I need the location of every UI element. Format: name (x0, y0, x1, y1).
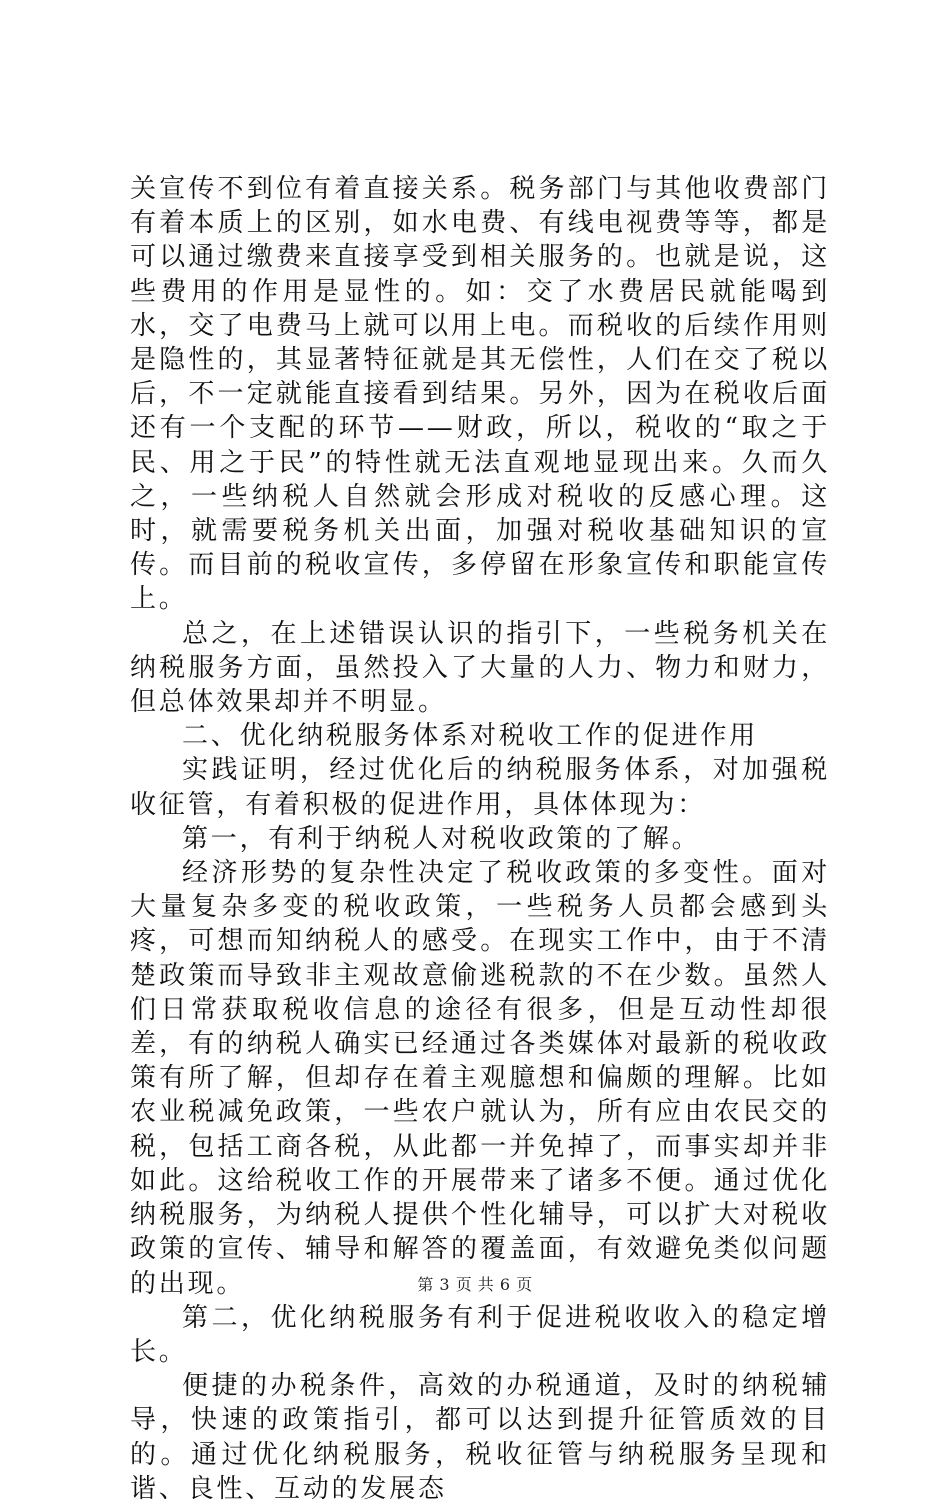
paragraph-3: 实践证明，经过优化后的纳税服务体系，对加强税收征管，有着积极的促进作用，具体体现为： (130, 755, 830, 820)
section-heading: 二、优化纳税服务体系对税收工作的促进作用 (182, 721, 759, 752)
page-footer: 第 3 页 共 6 页 (417, 1275, 533, 1294)
subheading-2: 第二，优化纳税服务有利于促进税收收入的稳定增长。 (130, 1302, 830, 1367)
paragraph-4: 经济形势的复杂性决定了税收政策的多变性。面对大量复杂多变的税收政策，一些税务人员都会感到头疼，可想而知纳税人的感受。在现实工作中，由于不清楚政策而导致非主观故意偷逃税款的不在少数。虽然人们日常获取税收信息的途径有很多，但是互动性却很差，有的纳税人确实已经通过各类媒体对最新的税收政策有所了解，但却存在着主观臆想和偏颇的理解。比如农业税减免政策，一些农户就认为，所有应由农民交的税，包括工商各税，从此都一并免掉了，而事实却并非如此。这给税收工作的开展带来了诸多不便。通过优化纳税服务，为纳税人提供个性化辅导，可以扩大对税收政策的宣传、辅导和解答的覆盖面，有效避免类似问题的出现。 (130, 858, 830, 1299)
paragraph-5: 便捷的办税条件，高效的办税通道，及时的纳税辅导，快速的政策指引，都可以达到提升征管质效的目的。通过优化纳税服务，税收征管与纳税服务呈现和谐、良性、互动的发展态 (130, 1371, 830, 1504)
paragraph-1: 关宣传不到位有着直接关系。税务部门与其他收费部门有着本质上的区别，如水电费、有线电视费等等，都是可以通过缴费来直接享受到相关服务的。也就是说，这些费用的作用是显性的。如：交了水费居民就能喝到水，交了电费马上就可以用上电。而税收的后续作用则是隐性的，其显著特征就是其无偿性，人们在交了税以后，不一定就能直接看到结果。另外，因为在税收后面还有一个支配的环节——财政，所以，税收的“取之于民、用之于民”的特性就无法直观地显现出来。久而久之，一些纳税人自然就会形成对税收的反感心理。这时，就需要税务机关出面，加强对税收基础知识的宣传。而目前的税收宣传，多停留在形象宣传和职能宣传上。 (130, 174, 830, 615)
paragraph-2: 总之，在上述错误认识的指引下，一些税务机关在纳税服务方面，虽然投入了大量的人力、物力和财力，但总体效果却并不明显。 (130, 618, 830, 718)
document-body (130, 172, 830, 1506)
subheading-1: 第一，有利于纳税人对税收政策的了解。 (182, 823, 701, 854)
